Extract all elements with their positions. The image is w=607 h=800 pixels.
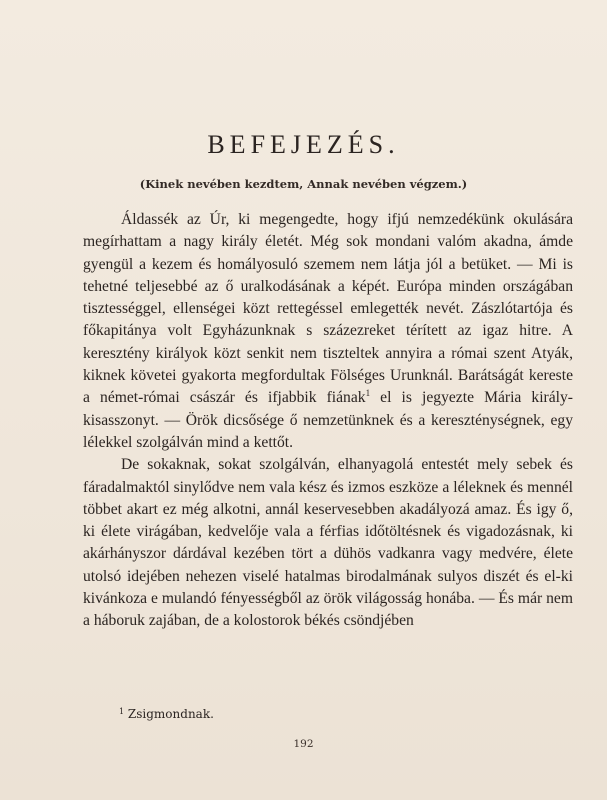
footnote-mark: 1 xyxy=(119,707,125,716)
chapter-title: BEFEJEZÉS. xyxy=(207,130,400,159)
paragraph-1-text-before-note: Áldassék az Úr, ki megengedte, hogy ifjú nemzedékünk okulására megírhattam a nagy király életét. Még sok mondani valóm akadna, ámde gyengül a kezem és homályosuló szemem nem látja jól a betüket. — Mi is tehetné teljesebbé az ő uralkodásának a képét. Európa minden országában tisztességgel, ellenségei közt rettegéssel emlegették nevét. Zászlótartója és főkapitánya volt Egyházunknak s százezreket térített az igaz hitre. A keresztény királyok közt senkit nem tiszteltek annyira a római szent Atyák, kiknek követei gyakorta megfordultak Fölséges Urunknál. Barátságát kereste a német-római császár és ifjabbik fiának xyxy=(83,211,573,407)
body-text xyxy=(83,209,573,633)
paragraph-1 xyxy=(83,209,573,454)
footnote xyxy=(119,707,214,721)
chapter-subtitle: (Kinek nevében kezdtem, Annak nevében végzem.) xyxy=(139,177,468,191)
footnote-reference-mark: 1 xyxy=(365,388,371,399)
footnote-text: Zsigmondnak. xyxy=(124,707,214,721)
paragraph-2: De sokaknak, sokat szolgálván, elhanyagolá entestét mely sebek és fáradalmaktól sinylődve nem vala kész és izmos eszköze a léleknek és mennél többet akart ez még alkotni, annál keservesebben akadályozá amaz. És igy ő, ki élete virágában, kedvelője vala a férfias időtöltésnek és vigadozásnak, ki akárhányszor dárdával kezében tört a dühös vadkanra vagy medvére, élete utolsó idejében nehezen viselé hatalmas birodalmának sulyos diszét és el-ki kivánkoza e mulandó fényességből az örök világosság honába. — És már nem a háboruk zajában, de a kolostorok békés csöndjében xyxy=(83,456,573,630)
page-number: 192 xyxy=(293,738,314,750)
paragraph-1-text-after-note: el is jegyezte Mária király-kisasszonyt. — Örök dicsősége ő nemzetünknek és a kereszténységnek, egy lélekkel szolgálván mind a kettőt. xyxy=(83,389,573,451)
